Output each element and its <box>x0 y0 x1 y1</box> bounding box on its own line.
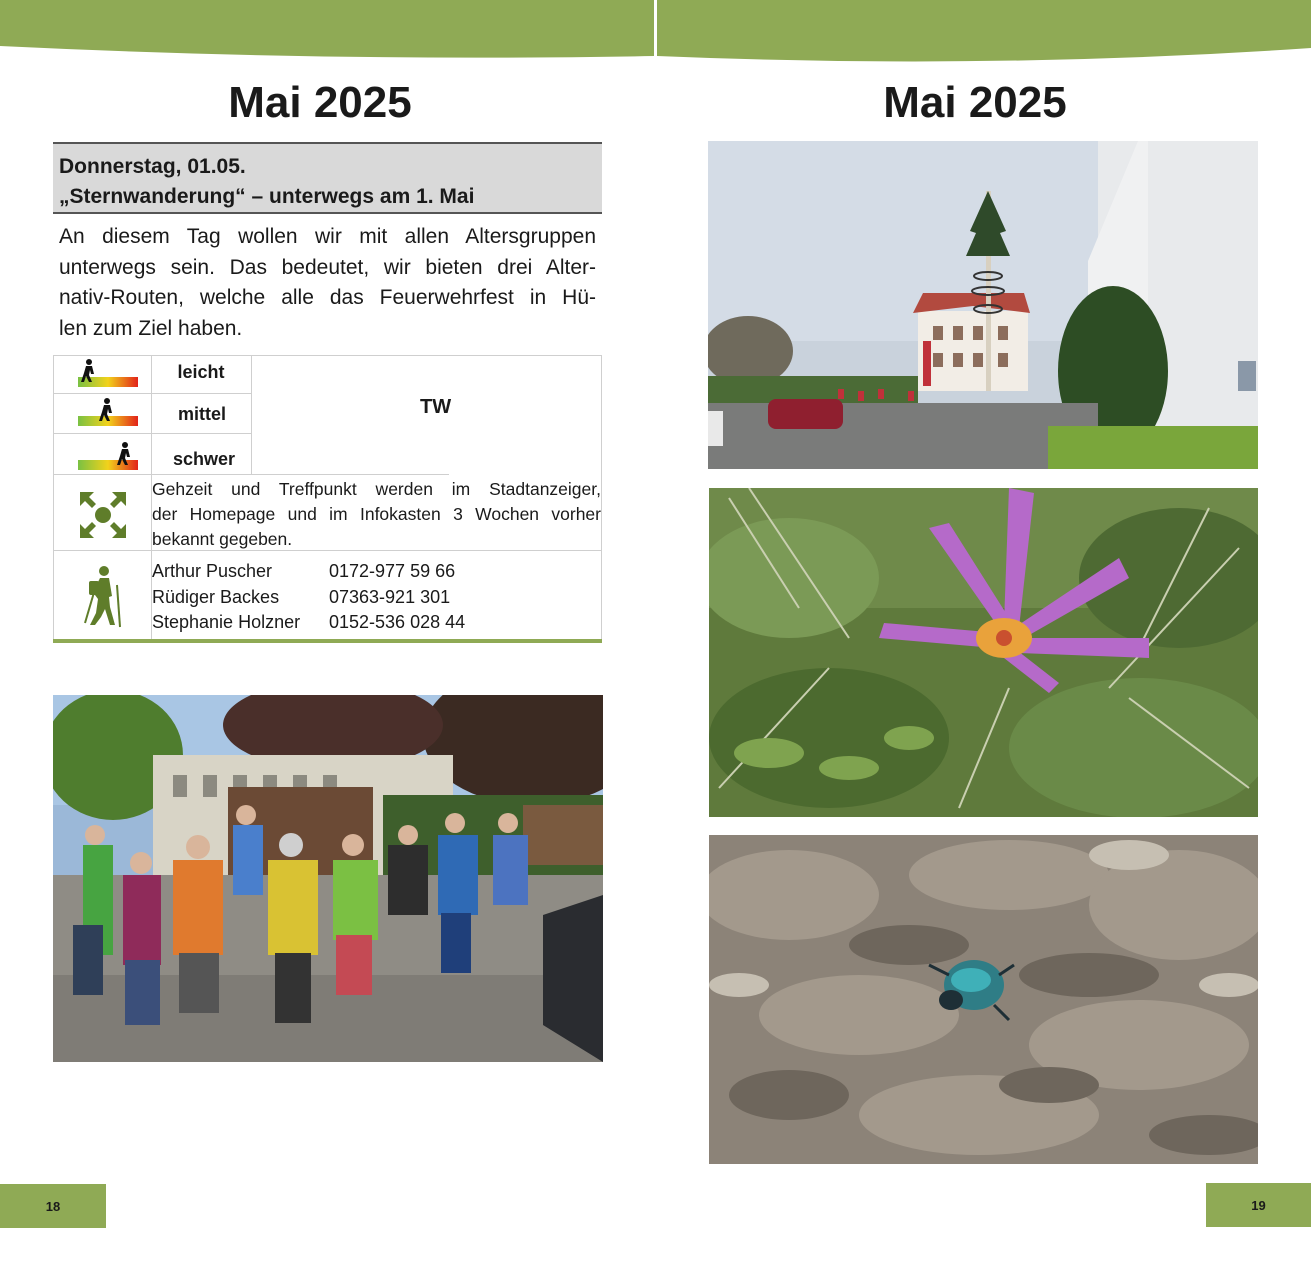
page-number-left: 18 <box>0 1184 106 1228</box>
level-label-schwer: schwer <box>172 449 236 469</box>
beetle-on-leaves-photo <box>709 835 1258 1164</box>
meeting-info-line: bekannt gegeben. <box>152 529 293 549</box>
hiker-icon <box>78 441 138 473</box>
meeting-info-line: der Homepage und im Infokasten 3 Wochen vorher <box>152 504 601 524</box>
maypole-photo <box>708 141 1258 469</box>
event-title: „Sternwanderung“ – unterwegs am 1. Mai <box>59 185 475 208</box>
description-line: len zum Ziel haben. <box>59 316 243 340</box>
guide-phone: 0152-536 028 44 <box>329 612 466 632</box>
top-decor-band <box>0 0 1311 64</box>
event-description <box>59 222 596 344</box>
group-hikers-photo <box>53 695 603 1062</box>
description-line: An diesem Tag wollen wir mit allen Altersgruppen <box>59 225 596 248</box>
page-title-right: Mai 2025 <box>883 78 1067 127</box>
page-title-left: Mai 2025 <box>228 78 412 127</box>
event-header <box>53 142 602 214</box>
description-line: unterwegs sein. Das bedeutet, wir bieten drei Alter- <box>59 255 596 279</box>
guide-name: Stephanie Holzner <box>152 612 301 632</box>
pasque-flower-photo <box>709 488 1258 817</box>
page-number-right: 19 <box>1206 1183 1311 1227</box>
meeting-info-text <box>152 477 601 552</box>
description-line: nativ-Routen, welche alle das Feuerwehrfest in Hü- <box>59 286 596 309</box>
event-date: Donnerstag, 01.05. <box>59 155 246 178</box>
guide-name: Rüdiger Backes <box>152 587 280 607</box>
hiker-icon <box>78 358 138 390</box>
hiker-icon <box>78 397 138 429</box>
difficulty-code: TW <box>420 396 452 418</box>
meeting-info-line: Gehzeit und Treffpunkt werden im Stadtanzeiger, <box>152 479 601 499</box>
hiker-with-poles-icon <box>80 565 126 629</box>
level-label-mittel: mittel <box>177 404 226 424</box>
guide-phone: 0172-977 59 66 <box>329 561 456 581</box>
level-label-leicht: leicht <box>177 362 225 382</box>
guide-phone: 07363-921 301 <box>329 587 451 607</box>
guide-name: Arthur Puscher <box>152 561 273 581</box>
meeting-point-icon <box>78 490 128 540</box>
